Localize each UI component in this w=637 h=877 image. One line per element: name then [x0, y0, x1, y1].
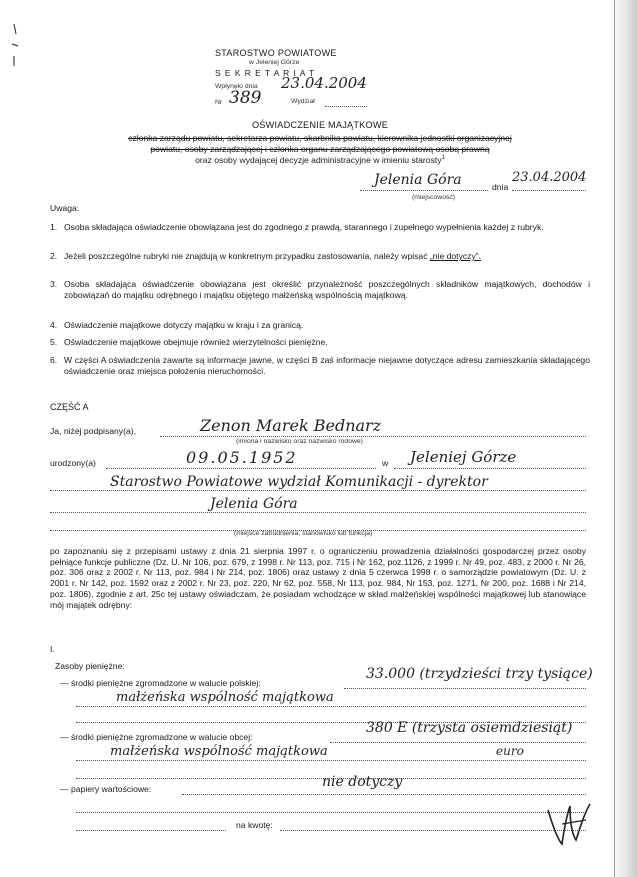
stamp-no-value: 389: [229, 88, 262, 109]
signed-caption: (imiona i nazwisko oraz nazwisko rodowe): [236, 438, 363, 445]
notes-heading: Uwaga:: [50, 203, 80, 213]
signed-label: Ja, niżej podpisany(a),: [50, 426, 136, 436]
place-caption: (miejscowość): [412, 194, 456, 201]
note-item: 5. Oświadczenie majątkowe obejmuje również wierzytelności pieniężne.: [50, 337, 328, 347]
amount-block: [60, 800, 590, 840]
note-item: 3. Osoba składająca oświadczenie obowiązana jest określić przynależność poszczególnych składników majątkowych, dochodów i zobowiązań do majątku odrębnego i majątku objętego małżeńską wspólnością majątkową.: [50, 279, 590, 300]
pln-value: 33.000 (trzydzieści trzy tysiące): [366, 666, 593, 682]
note-item: 4. Oświadczenie majątkowe dotyczy majątku w kraju i za granicą.: [50, 320, 304, 330]
born-date: 09.05.1952: [186, 448, 298, 467]
scan-edge-line: [614, 0, 615, 877]
employment-block: [50, 472, 590, 536]
note-item: 2. Jeżeli poszczególne rubryki nie znajdują w konkretnym przypadku zastosowania, należy wpisać „nie dotyczy”.: [50, 251, 482, 261]
born-in-label: w: [382, 458, 389, 468]
stamp-office: STAROSTWO POWIATOWE: [215, 48, 337, 58]
note-item: 1. Osoba składająca oświadczenie obowiązana jest do zgodnego z prawdą, starannego i zupełnego wypełnienia każdej z rubryk.: [50, 222, 544, 232]
header-line-3: oraz osoby wydającej decyzje administracyjne w imieniu starosty$^1$: [195, 155, 445, 165]
amount-label: na kwotę:: [236, 820, 273, 830]
stamp-dept-label: Wydział: [291, 98, 315, 106]
securities-row: [60, 776, 590, 800]
stamp-city: w Jeleniej Górze: [249, 59, 300, 67]
securities-label: — papiery wartościowe:: [60, 784, 152, 794]
funds-label: Zasoby pieniężne:: [55, 661, 125, 671]
foreign-note: małżeńska wspólność majątkowa: [110, 744, 328, 759]
foreign-label: — środki pieniężne zgromadzone w walucie obcej:: [60, 732, 253, 742]
dnia-label: dnia: [492, 182, 509, 192]
signed-value: Zenon Marek Bednarz: [200, 416, 382, 435]
pln-label: — środki pieniężne zgromadzone w walucie polskiej:: [60, 678, 261, 688]
header-struck-line-2: powiatu, osoby zarządzającej i członka organu zarządzającego powiatową osobą prawną: [150, 144, 490, 154]
part-a-heading: CZĘŚĆ A: [50, 402, 89, 412]
foreign-value: 380 E (trzysta osiemdziesiąt): [366, 720, 573, 736]
foreign-block: [60, 718, 590, 782]
statement-paragraph: po zapoznaniu się z przepisami ustawy z dnia 21 sierpnia 1997 r. o ograniczeniu prowadzenia działalności gospodarczej przez osoby pełniące funkcje publiczne (Dz. U. Nr 106, poz. 679, z 1998 r. Nr 113, poz. 715 i Nr 162, poz.1126, z 1999 r. Nr 49, poz. 483, z 2000 r. Nr 26, poz. 306 oraz z 2002 r. Nr 113, poz. 984 i Nr 214, poz. 1806) oraz ustawy z dnia 5 czerwca 1998 r. o samorządzie powiatowym (Dz. U. z 2001 r. Nr 142, poz. 1592 oraz z 2002 r. Nr 23, poz. 220, Nr 62, poz. 558, Nr 113, poz. 984, Nr 153, poz. 1271, Nr 200, poz. 1688 i Nr 214, poz. 1806), zgodnie z art. 25c tej ustawy oświadczam, że posiadam wchodzące w skład małżeńskiej wspólności majątkowej lub stanowiące mój majątek odrębny:: [50, 546, 586, 610]
header-struck-line-1: członka zarządu powiatu, sekretarza powiatu, skarbnika powiatu, kierownika jednostki organizacyjnej: [128, 133, 512, 143]
section-i-heading: I.: [50, 644, 55, 654]
signed-row: [50, 418, 590, 446]
securities-value: nie dotyczy: [322, 774, 403, 790]
note-item: 6. W części A oświadczenia zawarte są informacje jawne, w części B zaś informacje niejawne dotyczące adresu zamieszkania składającego oświadczenie oraz miejsca położenia nieruchomości.: [50, 355, 590, 376]
employment-line-1: Starostwo Powiatowe wydział Komunikacji - dyrektor: [110, 474, 488, 490]
stamp-received-label: Wpłynęło dnia: [215, 83, 258, 91]
foreign-unit: euro: [496, 744, 524, 758]
stamp-received-date: 23.04.2004: [281, 74, 367, 93]
margin-marks: [4, 20, 24, 80]
date-value: 23.04.2004: [512, 170, 587, 185]
pln-note: małżeńska wspólność majątkowa: [116, 690, 334, 705]
nie-dotyczy-quote: „nie dotyczy”.: [429, 251, 482, 261]
born-label: urodzony(a): [50, 458, 96, 468]
pln-block: [60, 666, 593, 722]
stamp-no-label: Nr: [215, 99, 223, 107]
initials-signature: [540, 800, 600, 850]
employment-line-2: Jelenia Góra: [210, 496, 298, 512]
place-date-block: [360, 168, 600, 202]
born-row: [50, 448, 590, 470]
place-value: Jelenia Góra: [374, 172, 462, 188]
stamp-secretariat: S E K R E T A R I A T: [215, 67, 316, 78]
document-title: OŚWIADCZENIE MAJĄTKOWE: [251, 120, 389, 130]
received-stamp: [215, 48, 375, 110]
employment-caption: (miejsce zatrudnienia, stanowisko lub funkcja): [234, 530, 373, 537]
born-place: Jeleniej Górze: [410, 448, 517, 466]
